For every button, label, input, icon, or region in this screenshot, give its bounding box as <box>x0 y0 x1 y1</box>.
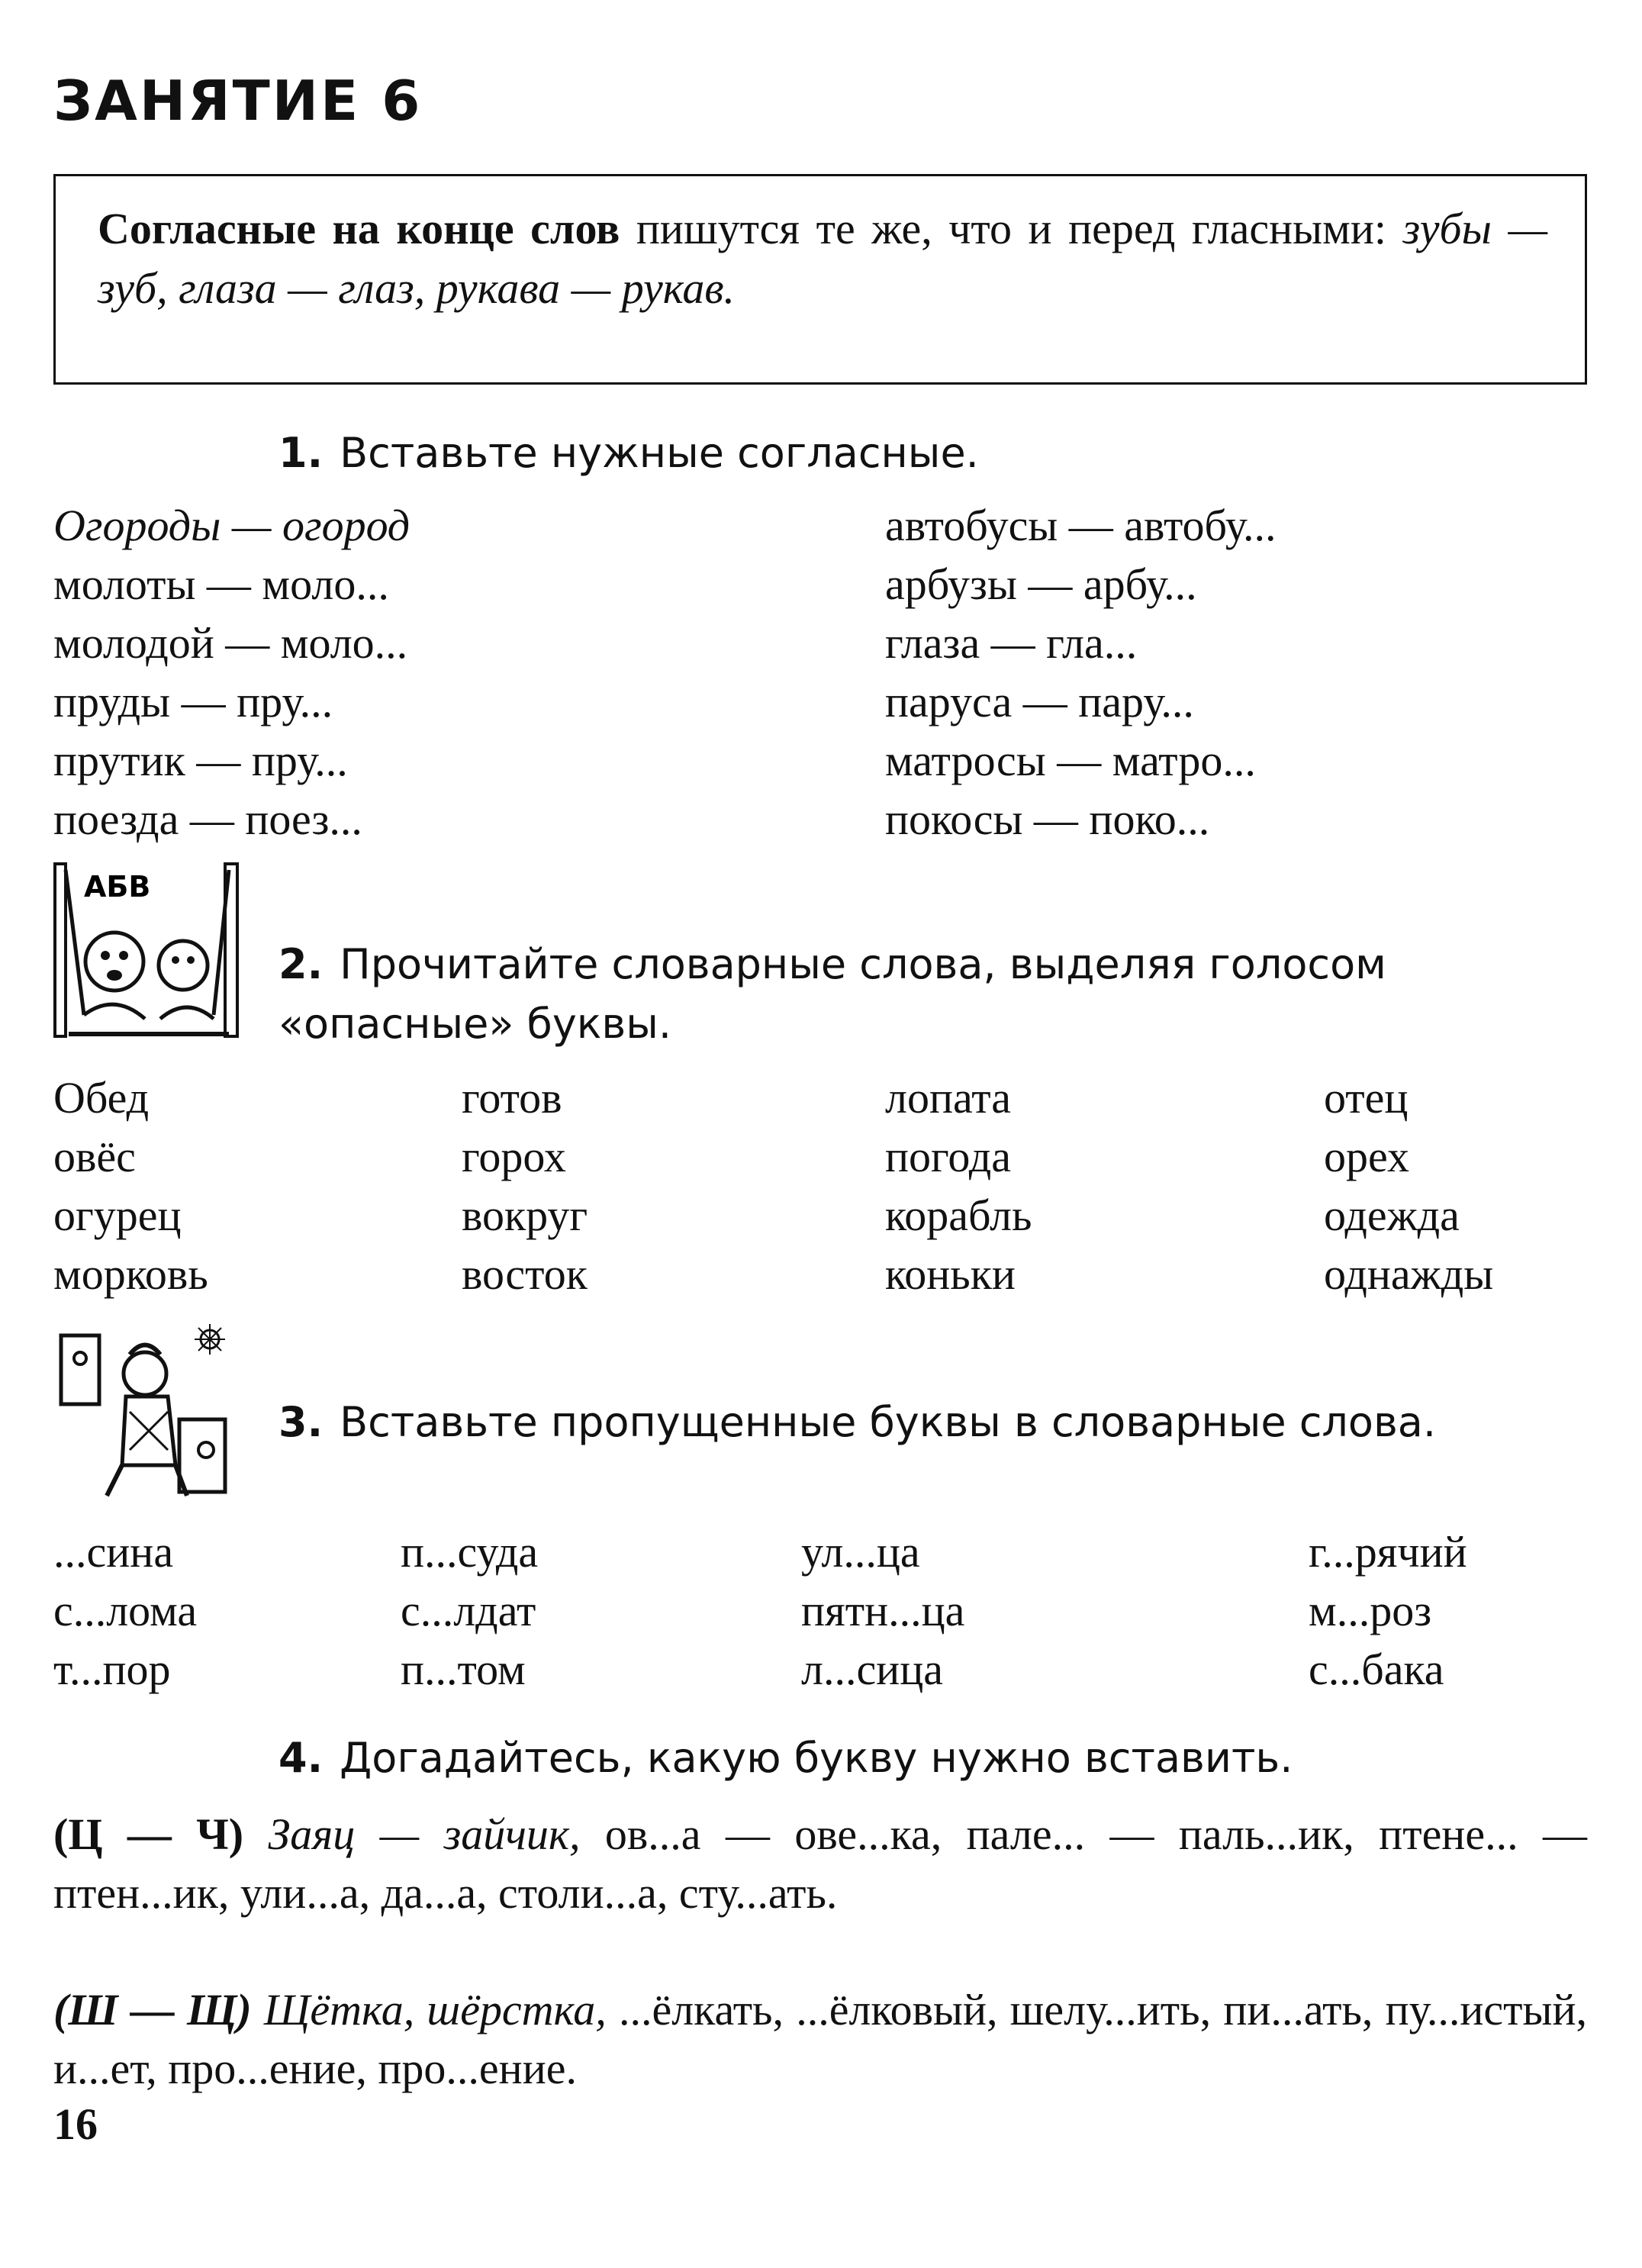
task2-column-4 <box>1324 1068 1493 1303</box>
task1-heading <box>278 424 979 483</box>
task4-group1-text: ов...а — ове...ка, пале... — паль...ик, птене... — птен...ик, ули...а, да...а, столи...а, сту...ать. <box>53 1809 1587 1918</box>
task1-right-item: паруса — пару... <box>885 677 1194 726</box>
task2-word: овёс <box>53 1132 136 1181</box>
task1-left-item: поезда — поез... <box>53 794 362 844</box>
rule-plain: пишутся те же, что и перед гласными: <box>636 204 1386 253</box>
task2-instruction: Прочитайте словарные слова, выделяя голосом «опасные» буквы. <box>278 940 1386 1048</box>
task2-column-2 <box>462 1068 588 1303</box>
page-number: 16 <box>53 2099 98 2149</box>
task4-group1-example: Заяц — зайчик, <box>268 1809 581 1859</box>
task1-left-item: Огороды — огород <box>53 501 410 550</box>
task4-group-2 <box>53 1980 1587 2098</box>
task3-column-1 <box>53 1522 197 1699</box>
task3-word: п...суда <box>401 1527 539 1577</box>
task1-number: 1. <box>278 429 324 477</box>
letter-figure-illustration-icon <box>53 1320 237 1503</box>
task2-word: однажды <box>1324 1249 1494 1299</box>
task4-group2-label: (Ш — Щ) <box>53 1985 252 2034</box>
task2-column-1 <box>53 1068 208 1303</box>
task2-column-3 <box>885 1068 1032 1303</box>
task2-number: 2. <box>278 940 324 988</box>
svg-text:АБВ: АБВ <box>84 870 151 904</box>
task2-word: коньки <box>885 1249 1016 1299</box>
task3-word: ул...ца <box>801 1527 920 1577</box>
task4-number: 4. <box>278 1734 324 1782</box>
task2-word: корабль <box>885 1190 1032 1240</box>
task1-left-column <box>53 496 410 849</box>
task2-word: Обед <box>53 1073 150 1123</box>
task3-word: т...пор <box>53 1645 171 1694</box>
task2-word: орех <box>1324 1132 1409 1181</box>
task3-word: пятн...ца <box>801 1586 965 1635</box>
task4-group1-label: (Ц — Ч) <box>53 1809 244 1859</box>
task2-word: восток <box>462 1249 588 1299</box>
task2-word: вокруг <box>462 1190 588 1240</box>
task2-word: морковь <box>53 1249 208 1299</box>
task1-right-column <box>885 496 1277 849</box>
task2-word: готов <box>462 1073 562 1123</box>
task1-left-item: пруды — пру... <box>53 677 333 726</box>
task3-word: ...сина <box>53 1527 174 1577</box>
task1-left-item: молодой — моло... <box>53 618 408 668</box>
task4-heading <box>278 1728 1293 1788</box>
task4-group2-text: ...ёлкать, ...ёлковый, шелу...ить, пи...ать, пу...истый, и...ет, про...ение, про...ение. <box>53 1985 1588 2093</box>
task3-number: 3. <box>278 1398 324 1446</box>
task3-column-4 <box>1309 1522 1467 1699</box>
task1-right-item: покосы — поко... <box>885 794 1210 844</box>
task1-right-item: глаза — гла... <box>885 618 1138 668</box>
task3-word: г...рячий <box>1309 1527 1467 1577</box>
task4-group2-example: Щётка, шёрстка, <box>263 1985 607 2034</box>
task3-column-2 <box>401 1522 538 1699</box>
task2-word: погода <box>885 1132 1011 1181</box>
task1-right-item: матросы — матро... <box>885 736 1256 785</box>
task2-heading <box>278 935 1591 1054</box>
task2-word: лопата <box>885 1073 1012 1123</box>
task4-instruction: Догадайтесь, какую букву нужно вставить. <box>340 1734 1293 1782</box>
reading-child-illustration-icon <box>53 862 240 1038</box>
task1-right-item: арбузы — арбу... <box>885 559 1197 609</box>
rule-text <box>98 199 1547 318</box>
task1-left-item: молоты — моло... <box>53 559 389 609</box>
task1-left-item: прутик — пру... <box>53 736 348 785</box>
task1-instruction: Вставьте нужные согласные. <box>340 429 979 477</box>
task1-right-item: автобусы — автобу... <box>885 501 1277 550</box>
rule-box <box>53 174 1587 385</box>
rule-examples: зубы — зуб, глаза — глаз, рукава — рукав. <box>98 204 1548 313</box>
task3-word: с...лома <box>53 1586 198 1635</box>
task3-heading <box>278 1393 1591 1452</box>
task2-word: одежда <box>1324 1190 1460 1240</box>
task3-word: л...сица <box>801 1645 944 1694</box>
task3-word: м...роз <box>1309 1586 1432 1635</box>
task4-group-1 <box>53 1805 1587 1922</box>
task3-column-3 <box>801 1522 964 1699</box>
task2-word: отец <box>1324 1073 1409 1123</box>
task3-instruction: Вставьте пропущенные буквы в словарные слова. <box>340 1398 1437 1446</box>
task2-word: горох <box>462 1132 566 1181</box>
task3-word: с...бака <box>1309 1645 1444 1694</box>
task3-word: п...том <box>401 1645 526 1694</box>
rule-bold: Согласные на конце слов <box>98 204 620 253</box>
task2-word: огурец <box>53 1190 182 1240</box>
task3-word: с...лдат <box>401 1586 536 1635</box>
page-title: ЗАНЯТИЕ 6 <box>53 69 423 133</box>
